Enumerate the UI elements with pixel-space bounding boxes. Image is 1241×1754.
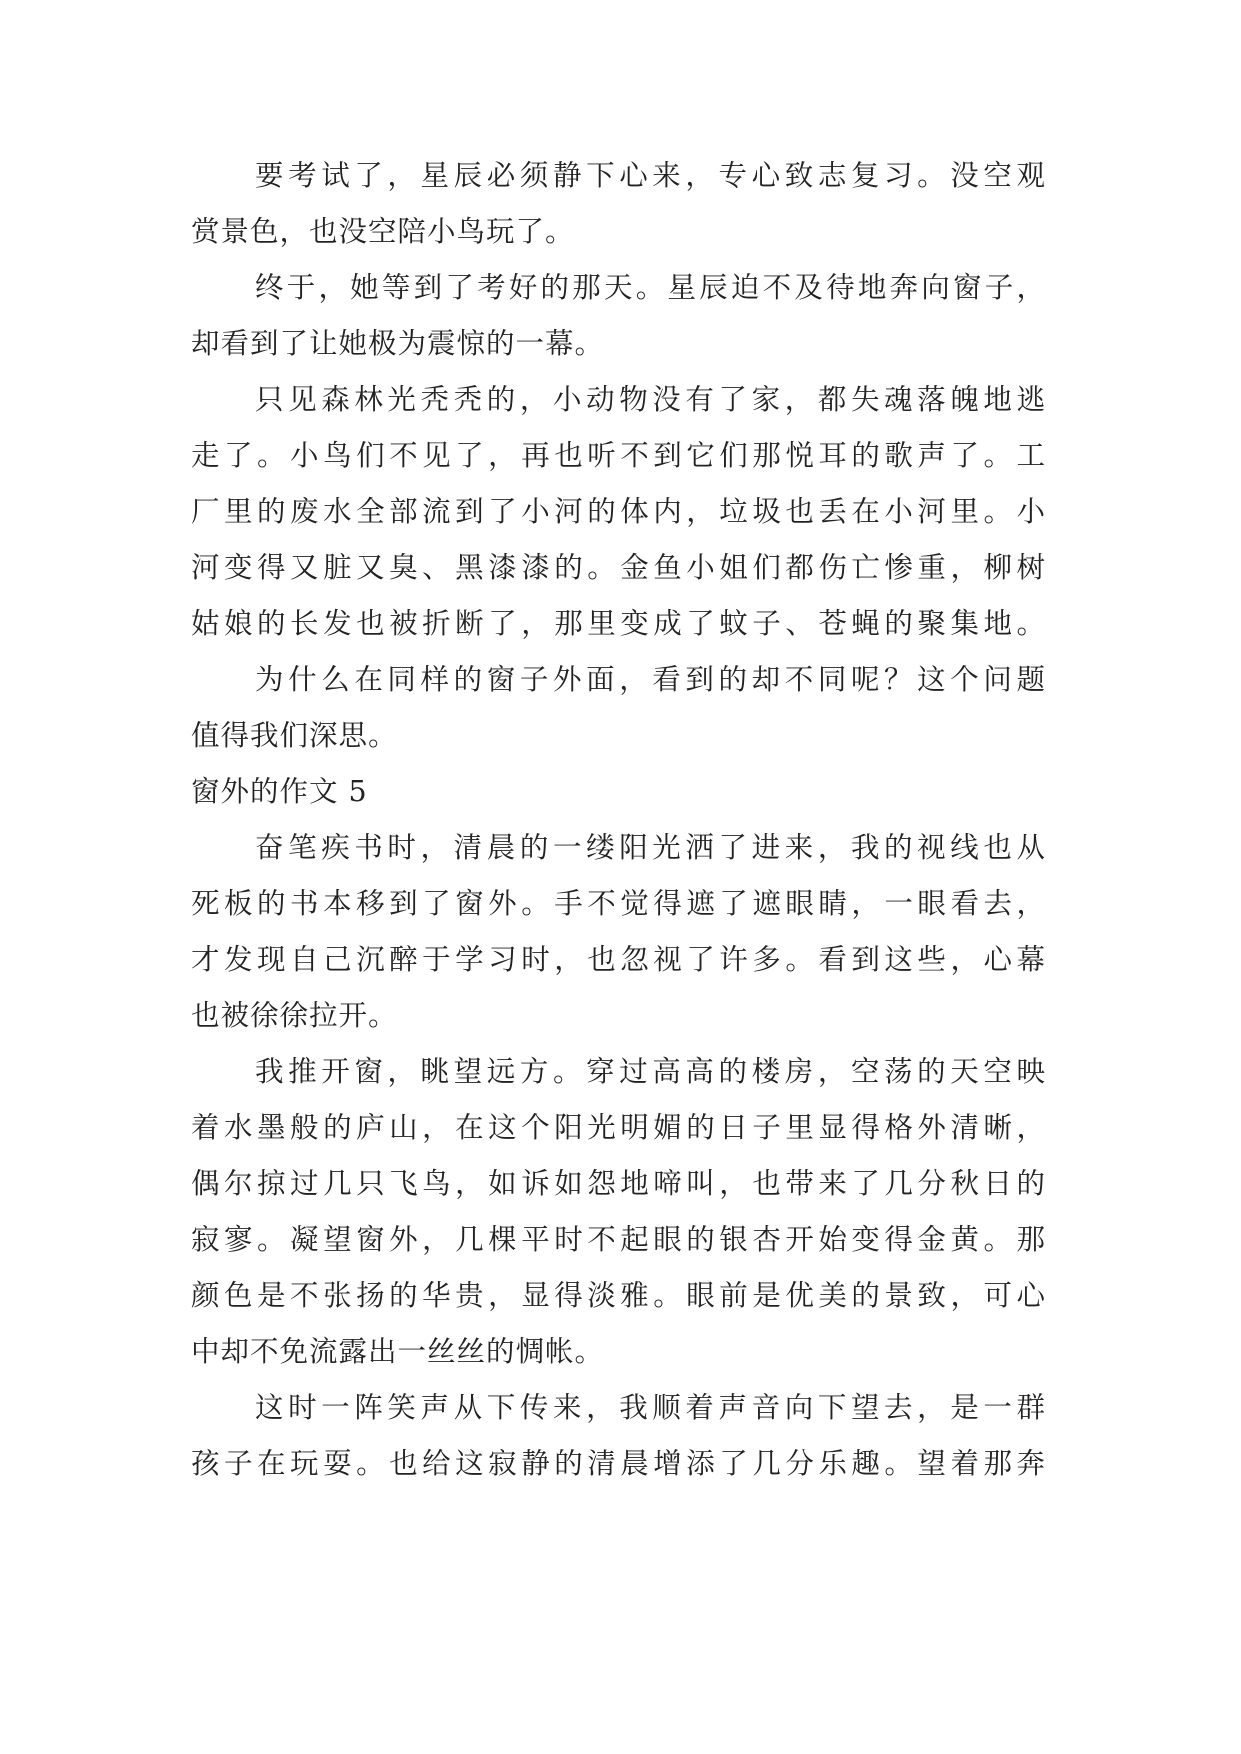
text-line: 死板的书本移到了窗外。手不觉得遮了遮眼睛，一眼看去， <box>191 887 1046 920</box>
text-line: 也被徐徐拉开。 <box>191 999 398 1032</box>
text-line: 为什么在同样的窗子外面，看到的却不同呢？这个问题 <box>255 663 1046 696</box>
text-line: 奋笔疾书时，清晨的一缕阳光洒了进来，我的视线也从 <box>255 831 1046 864</box>
text-line: 要考试了，星辰必须静下心来，专心致志复习。没空观 <box>255 159 1046 192</box>
paragraph <box>191 820 1046 1044</box>
paragraph <box>191 652 1046 764</box>
text-line: 终于，她等到了考好的那天。星辰迫不及待地奔向窗子， <box>255 271 1046 304</box>
text-line: 河变得又脏又臭、黑漆漆的。金鱼小姐们都伤亡惨重，柳树 <box>191 551 1046 584</box>
text-line: 颜色是不张扬的华贵，显得淡雅。眼前是优美的景致，可心 <box>191 1279 1046 1312</box>
paragraph <box>191 1380 1046 1492</box>
text-line: 才发现自己沉醉于学习时，也忽视了许多。看到这些，心幕 <box>191 943 1046 976</box>
text-line: 这时一阵笑声从下传来，我顺着声音向下望去，是一群 <box>255 1391 1046 1424</box>
paragraph <box>191 148 1046 260</box>
text-line: 孩子在玩耍。也给这寂静的清晨增添了几分乐趣。望着那奔 <box>191 1447 1046 1480</box>
section-heading: 窗外的作文 5 <box>191 775 368 808</box>
text-line: 只见森林光秃秃的，小动物没有了家，都失魂落魄地逃 <box>255 383 1046 416</box>
paragraph <box>191 1044 1046 1380</box>
text-line: 却看到了让她极为震惊的一幕。 <box>191 327 605 360</box>
text-line: 中却不免流露出一丝丝的惆帐。 <box>191 1335 605 1368</box>
text-line: 厂里的废水全部流到了小河的体内，垃圾也丢在小河里。小 <box>191 495 1046 528</box>
text-line: 走了。小鸟们不见了，再也听不到它们那悦耳的歌声了。工 <box>191 439 1046 472</box>
text-line: 着水墨般的庐山，在这个阳光明媚的日子里显得格外清晰， <box>191 1111 1046 1144</box>
text-line: 偶尔掠过几只飞鸟，如诉如怨地啼叫，也带来了几分秋日的 <box>191 1167 1046 1200</box>
document-page <box>191 148 1046 1492</box>
paragraph <box>191 372 1046 652</box>
text-line: 赏景色，也没空陪小鸟玩了。 <box>191 215 575 248</box>
paragraph <box>191 260 1046 372</box>
text-line: 值得我们深思。 <box>191 719 398 752</box>
text-line: 我推开窗，眺望远方。穿过高高的楼房，空荡的天空映 <box>255 1055 1046 1088</box>
text-line: 姑娘的长发也被折断了，那里变成了蚊子、苍蝇的聚集地。 <box>191 607 1046 640</box>
text-line: 寂寥。凝望窗外，几棵平时不起眼的银杏开始变得金黄。那 <box>191 1223 1046 1256</box>
